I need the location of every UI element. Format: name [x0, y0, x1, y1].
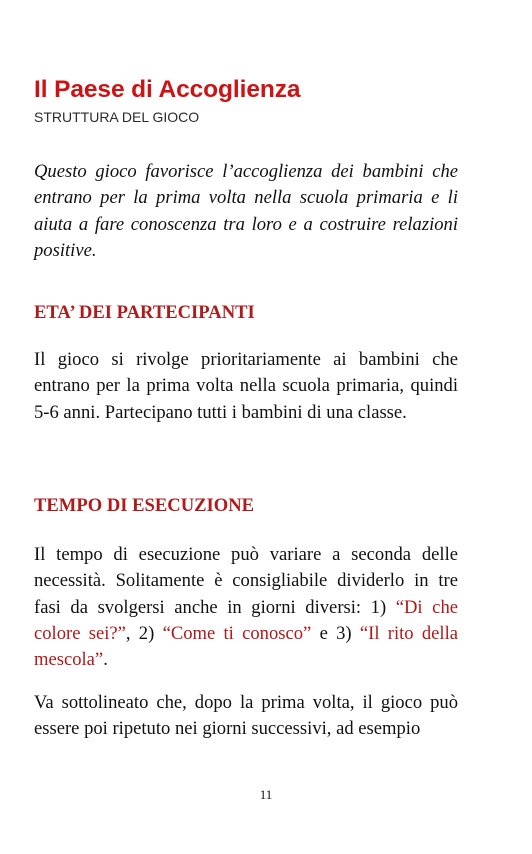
time-separator-one: , 2) — [125, 622, 163, 644]
time-paragraph — [34, 542, 458, 673]
phase-three-title: “Il rito della mescola” — [34, 622, 458, 671]
time-lead-text: Il tempo di esecuzione può variare a seconda delle necessità. Solitamente è consigliabile dividerlo in tre fasi da svolgersi anche in giorni diversi: 1) — [34, 544, 458, 618]
age-paragraph: Il gioco si rivolge prioritariamente ai bambini che entrano per la prima volta nella scuola primaria, quindi 5-6 anni. Partecipano tutti i bambini di una classe. — [34, 349, 458, 423]
section-heading-time: TEMPO DI ESECUZIONE — [34, 495, 255, 516]
intro-paragraph: Questo gioco favorisce l’accoglienza dei bambini che entrano per la prima volta nella scuola primaria e li aiuta a fare conoscenza tra loro e a costruire relazioni positive. — [34, 161, 458, 261]
page-number: 11 — [259, 787, 273, 802]
page-title: Il Paese di Accoglienza — [34, 76, 301, 103]
page-subtitle: STRUTTURA DEL GIOCO — [34, 109, 200, 125]
section-heading-age: ETA’ DEI PARTECIPANTI — [34, 302, 255, 323]
time-end-punctuation: . — [103, 649, 108, 671]
repetition-paragraph: Va sottolineato che, dopo la prima volta, il gioco può essere poi ripetuto nei giorni successivi, ad esempio — [34, 692, 458, 740]
phase-two-title: “Come ti conosco” — [162, 622, 312, 644]
phase-one-title: “Di che colore sei?” — [34, 596, 458, 644]
time-separator-two: e 3) — [311, 622, 360, 644]
